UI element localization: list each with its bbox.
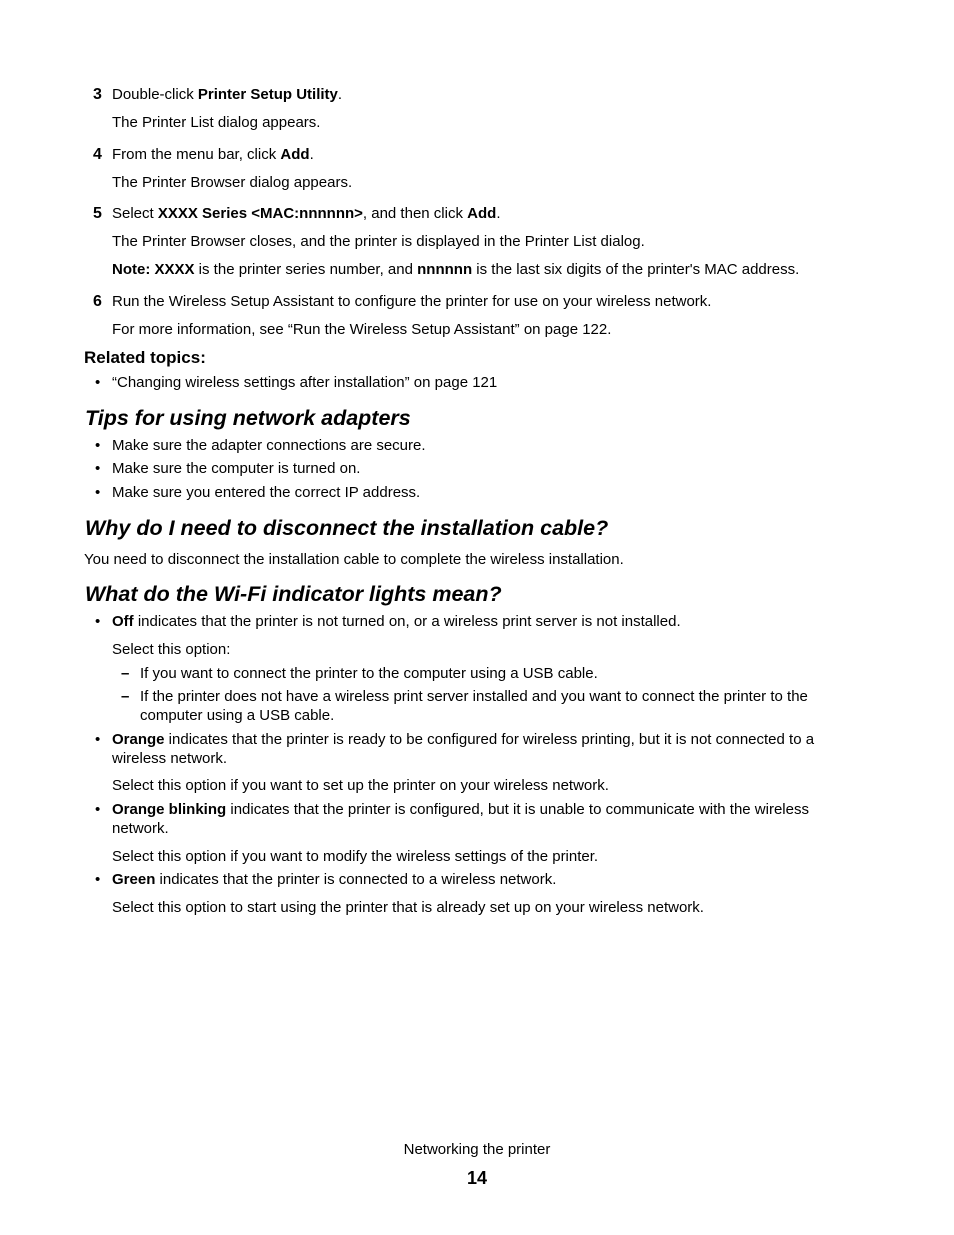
- wifi-orange-select: Select this option if you want to set up the printer on your wireless network.: [112, 777, 609, 794]
- related-topic-link[interactable]: “Changing wireless settings after installation” on page 121: [112, 374, 498, 391]
- step-3-result: The Printer List dialog appears.: [112, 114, 321, 131]
- wifi-blinking-label: Orange blinking: [112, 801, 227, 818]
- dash-icon: –: [121, 665, 130, 682]
- bullet-icon: •: [95, 437, 101, 454]
- step-6-more: For more information, see “Run the Wireless Setup Assistant” on page 122.: [112, 321, 612, 338]
- note-post: is the last six digits of the printer's MAC address.: [472, 261, 800, 278]
- step-number-4: 4: [93, 146, 102, 163]
- step-5-note: [112, 260, 799, 279]
- tips-heading: Tips for using network adapters: [85, 406, 411, 430]
- step-3-post: .: [337, 86, 343, 103]
- bullet-icon: •: [95, 801, 101, 818]
- step-6-text: Run the Wireless Setup Assistant to configure the printer for use on your wireless network.: [112, 293, 712, 310]
- footer-title: Networking the printer: [403, 1141, 551, 1158]
- step-5-result: The Printer Browser closes, and the printer is displayed in the Printer List dialog.: [112, 233, 645, 250]
- wifi-green-text: indicates that the printer is connected to a wireless network.: [155, 871, 557, 888]
- tips-item: Make sure the adapter connections are secure.: [112, 437, 426, 454]
- note-label: Note: XXXX: [112, 261, 195, 278]
- bullet-icon: •: [95, 613, 101, 630]
- wifi-orange-label: Orange: [112, 731, 165, 748]
- step-5-pre: Select: [112, 205, 158, 222]
- wifi-off-item: [112, 612, 681, 631]
- step-number-6: 6: [93, 293, 102, 310]
- related-topics-heading: Related topics:: [84, 348, 206, 367]
- dash-icon: –: [121, 688, 130, 705]
- tips-item: Make sure you entered the correct IP address.: [112, 484, 421, 501]
- wifi-off-text: indicates that the printer is not turned on, or a wireless print server is not installed.: [133, 613, 681, 630]
- bullet-icon: •: [95, 871, 101, 888]
- step-4-text: [112, 145, 314, 164]
- wifi-off-dash-2: If the printer does not have a wireless print server installed and you want to connect the printer to the computer using a USB cable.: [140, 688, 808, 724]
- disconnect-body: You need to disconnect the installation cable to complete the wireless installation.: [84, 551, 624, 568]
- bullet-icon: •: [95, 374, 101, 391]
- page-number: 14: [466, 1168, 488, 1188]
- step-number-3: 3: [93, 86, 102, 103]
- bullet-icon: •: [95, 460, 101, 477]
- wifi-green-label: Green: [112, 871, 156, 888]
- step-5-bold2: Add: [467, 205, 497, 222]
- step-4-bold: Add: [280, 146, 310, 163]
- step-5-post: .: [496, 205, 501, 222]
- step-5-bold: XXXX Series <MAC:nnnnnn>: [157, 205, 363, 222]
- step-3-text: [112, 85, 342, 104]
- step-4-result: The Printer Browser dialog appears.: [112, 174, 353, 191]
- step-5-text: [112, 204, 500, 223]
- step-4-pre: From the menu bar, click: [112, 146, 281, 163]
- wifi-heading: What do the Wi-Fi indicator lights mean?: [85, 582, 502, 606]
- step-3-pre: Double-click: [112, 86, 198, 103]
- disconnect-heading: Why do I need to disconnect the installation cable?: [85, 516, 609, 540]
- note-bold: nnnnnn: [417, 261, 473, 278]
- wifi-off-dash-1: If you want to connect the printer to the computer using a USB cable.: [140, 665, 598, 682]
- wifi-orange-text: indicates that the printer is ready to be configured for wireless printing, but it is not connected to a wireless network.: [112, 731, 815, 767]
- wifi-green-select: Select this option to start using the printer that is already set up on your wireless network.: [112, 899, 704, 916]
- wifi-off-label: Off: [112, 613, 134, 630]
- wifi-orange-item: [112, 730, 852, 768]
- step-5-mid: , and then click: [362, 205, 468, 222]
- note-mid: is the printer series number, and: [194, 261, 418, 278]
- bullet-icon: •: [95, 484, 101, 501]
- bullet-icon: •: [95, 731, 101, 748]
- wifi-off-select: Select this option:: [112, 641, 231, 658]
- step-3-bold: Printer Setup Utility: [197, 86, 338, 103]
- step-number-5: 5: [93, 205, 102, 222]
- wifi-green-item: [112, 870, 556, 889]
- wifi-blinking-select: Select this option if you want to modify the wireless settings of the printer.: [112, 848, 599, 865]
- wifi-blinking-item: [112, 800, 852, 838]
- tips-item: Make sure the computer is turned on.: [112, 460, 361, 477]
- wifi-blinking-text: indicates that the printer is configured, but it is unable to communicate with the wireless network.: [112, 801, 809, 837]
- step-4-post: .: [309, 146, 314, 163]
